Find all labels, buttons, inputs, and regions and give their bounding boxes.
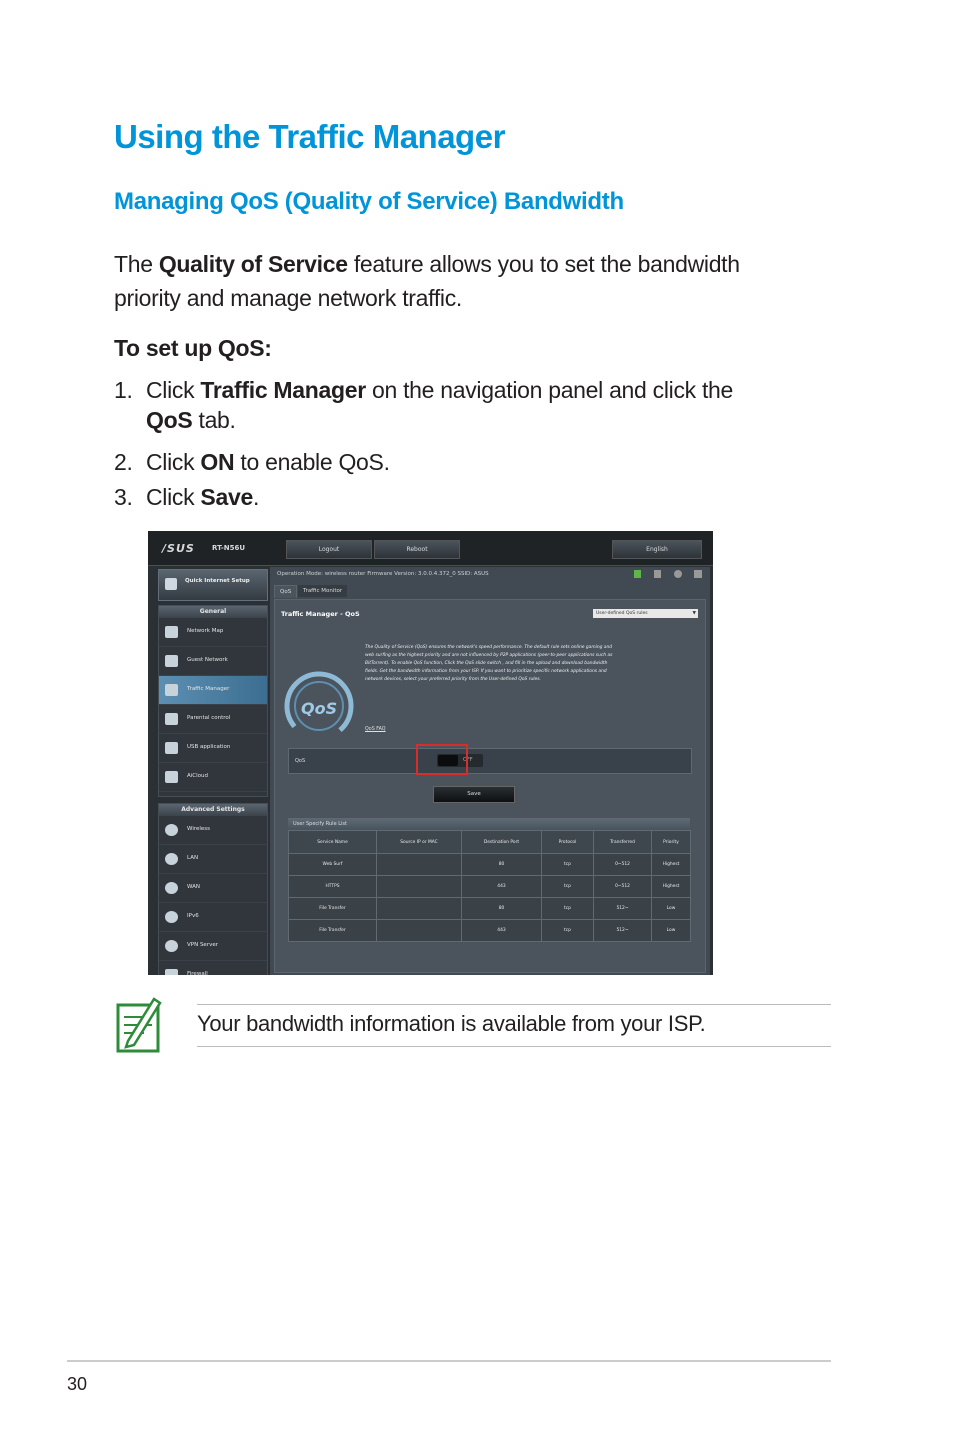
table-row bbox=[289, 898, 691, 920]
note-text: Your bandwidth information is available from your ISP. bbox=[197, 1011, 706, 1036]
main-content bbox=[270, 567, 710, 975]
nav-label: Parental control bbox=[187, 715, 231, 721]
table-cell[interactable]: tcp bbox=[542, 920, 594, 942]
step-number: 3. bbox=[114, 484, 133, 510]
lock-icon bbox=[165, 713, 178, 725]
column-header: Service Name bbox=[289, 831, 377, 854]
asus-logo: /SUS bbox=[162, 542, 195, 555]
qos-setting-row bbox=[288, 748, 692, 774]
step-bold2: QoS bbox=[146, 407, 193, 433]
qos-label: QoS bbox=[295, 758, 306, 764]
table-cell[interactable]: 512~ bbox=[594, 920, 652, 942]
step-number: 2. bbox=[114, 449, 133, 475]
wifi-icon bbox=[165, 824, 178, 836]
table-cell[interactable]: tcp bbox=[542, 876, 594, 898]
table-cell[interactable]: File Transfer bbox=[289, 898, 377, 920]
section-title: Managing QoS (Quality of Service) Bandwidth bbox=[114, 188, 624, 215]
table-cell[interactable]: 512~ bbox=[594, 898, 652, 920]
puzzle-icon bbox=[165, 742, 178, 754]
highlight-box bbox=[416, 744, 468, 775]
table-cell[interactable] bbox=[377, 854, 462, 876]
sidebar-item-lan[interactable] bbox=[159, 845, 267, 874]
qos-panel bbox=[274, 599, 706, 973]
page-title: Using the Traffic Manager bbox=[114, 118, 505, 155]
step-pre: Click bbox=[146, 484, 201, 510]
table-cell[interactable] bbox=[377, 898, 462, 920]
firewall-icon bbox=[165, 969, 178, 975]
advanced-section bbox=[158, 803, 268, 975]
usb-status-icon bbox=[634, 570, 641, 578]
qos-mode-value: User-defined QoS rules bbox=[596, 611, 648, 616]
reboot-button[interactable]: Reboot bbox=[374, 540, 460, 559]
intro-suffix: feature allows you to set the bandwidth bbox=[347, 251, 740, 277]
step-post2: tab. bbox=[192, 407, 236, 433]
nav-label: Wireless bbox=[187, 826, 211, 832]
sidebar-item-parental-control[interactable] bbox=[159, 705, 267, 734]
note-rule-top bbox=[197, 1004, 831, 1005]
router-screenshot bbox=[148, 531, 713, 975]
table-cell[interactable]: tcp bbox=[542, 854, 594, 876]
step-pre: Click bbox=[146, 377, 201, 403]
column-header: Source IP or MAC bbox=[377, 831, 462, 854]
operation-status: Operation Mode: wireless router Firmware Version: 3.0.0.4.372_0 SSID: ASUS bbox=[277, 571, 489, 577]
panel-title: Traffic Manager - QoS bbox=[281, 610, 360, 618]
model-name: RT-N56U bbox=[212, 544, 246, 552]
table-row bbox=[289, 920, 691, 942]
table-header-row bbox=[289, 831, 691, 854]
traffic-icon bbox=[165, 684, 178, 696]
step-text bbox=[146, 445, 390, 479]
toggle-state: OFF bbox=[463, 757, 473, 763]
sidebar-item-vpn-server[interactable] bbox=[159, 932, 267, 961]
guest-icon bbox=[165, 655, 178, 667]
table-cell[interactable]: 0~512 bbox=[594, 876, 652, 898]
nav-sidebar bbox=[158, 569, 266, 975]
table-cell[interactable]: 80 bbox=[462, 854, 542, 876]
table-cell[interactable]: 80 bbox=[462, 898, 542, 920]
footer-divider bbox=[67, 1360, 831, 1362]
nav-label: LAN bbox=[187, 855, 199, 861]
step-1-cont bbox=[146, 403, 236, 437]
page-number: 30 bbox=[67, 1374, 88, 1394]
step-post: . bbox=[252, 484, 260, 510]
tab-qos[interactable]: QoS bbox=[274, 585, 297, 598]
network-icon bbox=[165, 626, 178, 638]
nav-label: USB application bbox=[187, 744, 231, 750]
wifi-status-icon bbox=[674, 570, 682, 578]
nav-label: AiCloud bbox=[187, 773, 209, 779]
globe-icon bbox=[165, 882, 178, 894]
save-button[interactable]: Save bbox=[433, 786, 515, 803]
setup-label-text: To set up QoS: bbox=[114, 335, 272, 361]
lan-icon bbox=[165, 853, 178, 865]
step-number: 1. bbox=[114, 377, 133, 403]
intro-bold: Quality of Service bbox=[158, 251, 348, 277]
sidebar-item-network-map[interactable] bbox=[159, 618, 267, 647]
table-cell[interactable]: 0~512 bbox=[594, 854, 652, 876]
status-icons bbox=[634, 570, 706, 578]
nav-label: Traffic Manager bbox=[187, 686, 230, 692]
svg-text:QoS: QoS bbox=[301, 699, 338, 718]
nav-label: WAN bbox=[187, 884, 201, 890]
sidebar-item-usb-application[interactable] bbox=[159, 734, 267, 763]
sidebar-item-aicloud[interactable] bbox=[159, 763, 267, 792]
step-post: on the navigation panel and click the bbox=[365, 377, 734, 403]
step-text bbox=[146, 373, 733, 407]
quick-setup-label: Quick Internet Setup bbox=[185, 578, 250, 584]
qos-gauge-icon bbox=[279, 662, 359, 742]
logout-button[interactable]: Logout bbox=[286, 540, 372, 559]
table-cell[interactable]: 443 bbox=[462, 876, 542, 898]
sidebar-item-wan[interactable] bbox=[159, 874, 267, 903]
table-cell[interactable]: HTTPS bbox=[289, 876, 377, 898]
table-cell[interactable]: 443 bbox=[462, 920, 542, 942]
step-post: to enable QoS. bbox=[234, 449, 390, 475]
nav-label: IPv6 bbox=[187, 913, 199, 919]
table-cell[interactable]: Highest bbox=[652, 876, 691, 898]
printer-status-icon bbox=[654, 570, 661, 578]
step-bold: Save bbox=[200, 484, 253, 510]
nav-label: Network Map bbox=[187, 628, 224, 634]
network-status-icon bbox=[694, 570, 702, 578]
table-cell[interactable]: Low bbox=[652, 920, 691, 942]
general-section bbox=[158, 605, 268, 797]
ipv6-icon bbox=[165, 911, 178, 923]
step-bold: Traffic Manager bbox=[200, 377, 366, 403]
router-topbar bbox=[148, 531, 713, 566]
rule-list-title: User Specify Rule List bbox=[288, 818, 690, 830]
step-bold: ON bbox=[200, 449, 235, 475]
sidebar-item-guest-network[interactable] bbox=[159, 647, 267, 676]
note-icon bbox=[114, 995, 164, 1055]
cloud-icon bbox=[165, 771, 178, 783]
sidebar-item-firewall[interactable] bbox=[159, 961, 267, 975]
table-cell[interactable] bbox=[377, 876, 462, 898]
qos-faq-link[interactable]: QoS FAQ bbox=[365, 727, 386, 732]
table-cell[interactable]: File Transfer bbox=[289, 920, 377, 942]
wand-icon bbox=[165, 578, 177, 590]
nav-label: Firewall bbox=[187, 971, 208, 975]
quick-setup-button[interactable] bbox=[158, 569, 268, 601]
qos-description: The Quality of Service (QoS) ensures the network's speed performance. The default rule sets online gaming and web surfing as the highest priority and are not influenced by P2P applications (peer-to-peer applications such as BitTorrent). To enable QoS function, Click the QoS slide switch , and fill in the upload and download bandwidth fields. Get the bandwidth information from your ISP. If you want to prioritize specific network applications and network devices, select your preferred priority from the User-defined QoS rules. bbox=[365, 645, 613, 683]
step-pre: Click bbox=[146, 449, 201, 475]
table-cell[interactable]: Highest bbox=[652, 854, 691, 876]
setup-label bbox=[114, 331, 272, 365]
tab-traffic-monitor[interactable]: Traffic Monitor bbox=[298, 585, 347, 597]
step-text bbox=[146, 480, 259, 514]
language-select[interactable]: English bbox=[612, 540, 702, 559]
note-rule-bottom bbox=[197, 1046, 831, 1047]
qos-mode-select[interactable] bbox=[593, 609, 698, 618]
column-header: Protocol bbox=[542, 831, 594, 854]
sidebar-item-traffic-manager[interactable] bbox=[159, 676, 267, 705]
sidebar-item-wireless[interactable] bbox=[159, 816, 267, 845]
chevron-down-icon: ▼ bbox=[692, 611, 696, 616]
intro-prefix: The bbox=[114, 251, 159, 277]
column-header: Destination Port bbox=[462, 831, 542, 854]
general-header: General bbox=[159, 606, 267, 618]
table-row bbox=[289, 854, 691, 876]
table-cell[interactable]: Web Surf bbox=[289, 854, 377, 876]
rule-table bbox=[288, 830, 691, 942]
table-cell[interactable]: Low bbox=[652, 898, 691, 920]
rule-list bbox=[288, 818, 690, 942]
intro-paragraph bbox=[114, 247, 834, 315]
intro-line2: priority and manage network traffic. bbox=[114, 285, 463, 311]
table-cell[interactable]: tcp bbox=[542, 898, 594, 920]
table-cell[interactable] bbox=[377, 920, 462, 942]
advanced-header: Advanced Settings bbox=[159, 804, 267, 816]
sidebar-item-ipv6[interactable] bbox=[159, 903, 267, 932]
nav-label: Guest Network bbox=[187, 657, 228, 663]
table-row bbox=[289, 876, 691, 898]
column-header: Priority bbox=[652, 831, 691, 854]
column-header: Transferred bbox=[594, 831, 652, 854]
nav-label: VPN Server bbox=[187, 942, 218, 948]
vpn-icon bbox=[165, 940, 178, 952]
